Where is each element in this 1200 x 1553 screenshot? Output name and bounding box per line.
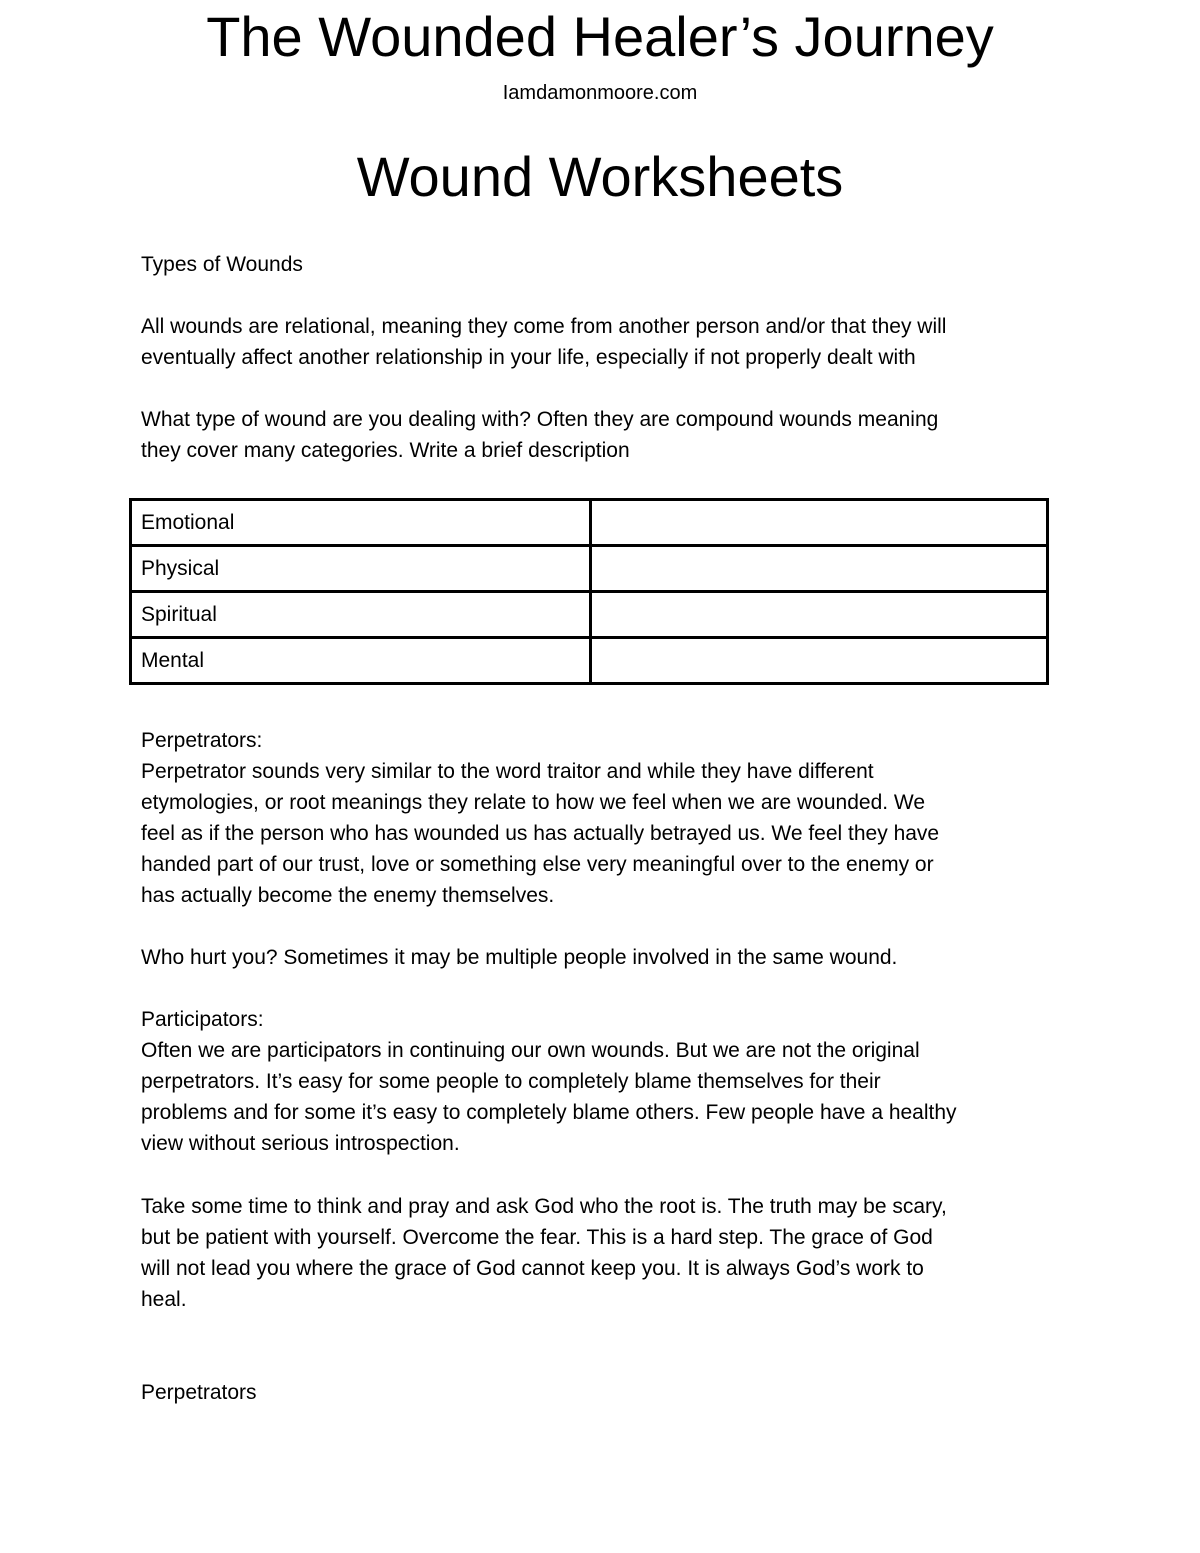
perpetrators-question: Who hurt you? Sometimes it may be multiple people involved in the same wound.	[141, 946, 898, 969]
perpetrators-list-heading: Perpetrators	[141, 1381, 257, 1404]
wound-type-label: Mental	[131, 638, 591, 684]
wound-type-label: Spiritual	[131, 592, 591, 638]
reflection-line: heal.	[141, 1288, 187, 1311]
participators-heading: Participators:	[141, 1008, 264, 1031]
perpetrators-line: has actually become the enemy themselves.	[141, 884, 555, 907]
document-title: The Wounded Healer’s Journey	[206, 5, 994, 68]
participators-line: view without serious introspection.	[141, 1132, 460, 1155]
reflection-section	[141, 1191, 1071, 1315]
reflection-line: Take some time to think and pray and ask God who the root is. The truth may be scary,	[141, 1195, 947, 1218]
table-row	[131, 500, 1048, 546]
types-question-line: What type of wound are you dealing with? Often they are compound wounds meaning	[141, 408, 939, 431]
perpetrators-line: Perpetrator sounds very similar to the word traitor and while they have different	[141, 760, 874, 783]
types-intro-line: eventually affect another relationship in your life, especially if not properly dealt with	[141, 346, 916, 369]
worksheet-title: Wound Worksheets	[356, 145, 844, 208]
wound-description-cell[interactable]	[591, 546, 1048, 592]
table-row	[131, 592, 1048, 638]
reflection-line: but be patient with yourself. Overcome the fear. This is a hard step. The grace of God	[141, 1226, 933, 1249]
table-row	[131, 638, 1048, 684]
wound-description-cell[interactable]	[591, 638, 1048, 684]
wound-description-cell[interactable]	[591, 500, 1048, 546]
types-question-line: they cover many categories. Write a brief description	[141, 439, 630, 462]
wound-description-cell[interactable]	[591, 592, 1048, 638]
types-intro-line: All wounds are relational, meaning they come from another person and/or that they will	[141, 315, 947, 338]
perpetrators-heading: Perpetrators:	[141, 729, 263, 752]
wound-type-label: Emotional	[131, 500, 591, 546]
perpetrators-line: etymologies, or root meanings they relate to how we feel when we are wounded. We	[141, 791, 926, 814]
perpetrators-line: handed part of our trust, love or something else very meaningful over to the enemy or	[141, 853, 934, 876]
wound-type-table	[129, 498, 1049, 685]
types-heading: Types of Wounds	[141, 253, 303, 276]
types-question	[141, 404, 1071, 466]
wound-type-label: Physical	[131, 546, 591, 592]
reflection-line: will not lead you where the grace of God cannot keep you. It is always God’s work to	[141, 1257, 924, 1280]
participators-line: Often we are participators in continuing our own wounds. But we are not the original	[141, 1039, 920, 1062]
types-intro	[141, 311, 1071, 373]
participators-section	[141, 1004, 1071, 1159]
website-url: Iamdamonmoore.com	[502, 82, 698, 104]
perpetrators-section	[141, 725, 1071, 911]
perpetrators-line: feel as if the person who has wounded us has actually betrayed us. We feel they have	[141, 822, 940, 845]
table-row	[131, 546, 1048, 592]
participators-line: perpetrators. It’s easy for some people to completely blame themselves for their	[141, 1070, 881, 1093]
participators-line: problems and for some it’s easy to completely blame others. Few people have a healthy	[141, 1101, 957, 1124]
